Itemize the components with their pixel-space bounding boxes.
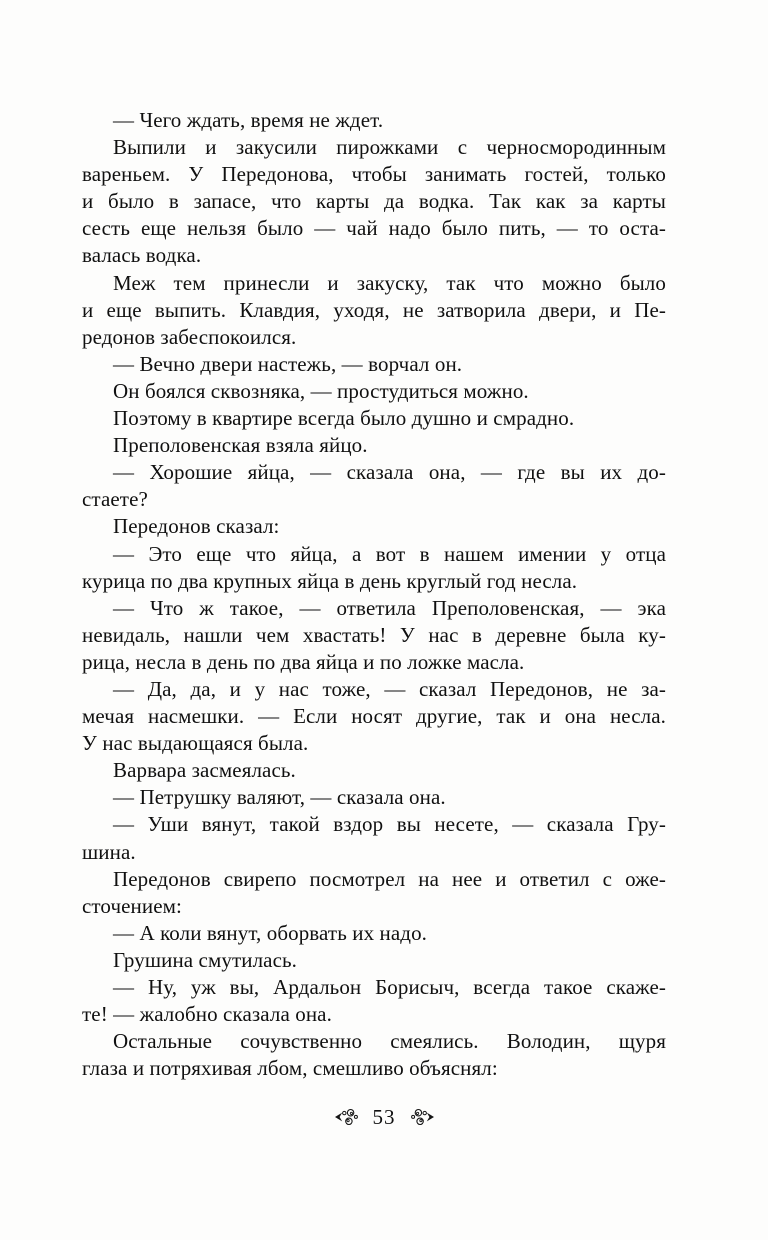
paragraph [82, 459, 666, 513]
fleuron-left-icon [334, 1107, 360, 1127]
paragraph [82, 974, 666, 1028]
text-line: — Петрушку валяют, — сказала она. [113, 785, 446, 810]
text-line: глаза и потряхивая лбом, смешливо объяснял: [82, 1056, 498, 1081]
text-line: и было в запасе, что карты да водка. Так как за карты [82, 189, 666, 214]
text-line: и еще выпить. Клавдия, уходя, не затворила двери, и Пе- [82, 297, 666, 322]
text-line: мечая насмешки. — Если носят другие, так и она несла. [82, 704, 666, 729]
paragraph [82, 947, 666, 974]
text-line: шина. [82, 839, 136, 864]
text-line: Поэтому в квартире всегда было душно и смрадно. [113, 406, 575, 431]
text-line: — Вечно двери настежь, — ворчал он. [113, 351, 463, 376]
page-number: 53 [372, 1105, 396, 1129]
text-line: — Чего ждать, время не ждет. [113, 108, 384, 132]
text-line: — Что ж такое, — ответила Преполовенская, — эка [113, 595, 666, 620]
text-line: Он боялся сквозняка, — простудиться можно. [113, 378, 529, 403]
paragraph [82, 513, 666, 540]
text-line: Меж тем принесли и закуску, так что можно было [113, 270, 666, 295]
text-line: Грушина смутилась. [113, 947, 298, 972]
text-line: сточением: [82, 893, 182, 918]
fleuron-right-icon [409, 1107, 435, 1127]
text-line: Передонов сказал: [113, 514, 280, 539]
paragraph [82, 134, 666, 269]
paragraph [82, 405, 666, 432]
text-line: — А коли вянут, оборвать их надо. [113, 920, 428, 945]
paragraph [82, 866, 666, 920]
paragraph [82, 784, 666, 811]
text-line: — Это еще что яйца, а вот в нашем имении у отца [113, 541, 666, 566]
paragraph [82, 757, 666, 784]
text-line: стаете? [82, 487, 148, 512]
text-line: Передонов свирепо посмотрел на нее и ответил с оже- [113, 866, 666, 891]
text-line: невидаль, нашли чем хвастать! У нас в деревне была ку- [82, 622, 666, 647]
paragraph [82, 676, 666, 757]
paragraph [82, 432, 666, 459]
text-block [82, 107, 666, 1082]
text-line: валась водка. [82, 243, 202, 268]
paragraph [82, 351, 666, 378]
text-line: те! — жалобно сказала она. [82, 1002, 332, 1027]
paragraph [82, 595, 666, 676]
text-line: — Уши вянут, такой вздор вы несете, — сказала Гру- [113, 812, 666, 837]
text-line: сесть еще нельзя было — чай надо было пить, — то оста- [82, 216, 666, 241]
text-line: У нас выдающаяся была. [82, 731, 309, 756]
text-line: — Ну, уж вы, Ардальон Борисыч, всегда такое скаже- [113, 975, 666, 999]
page-footer [0, 1103, 768, 1131]
text-line: Остальные сочувственно смеялись. Володин, щуря [113, 1029, 666, 1054]
text-line: — Да, да, и у нас тоже, — сказал Передонов, не за- [113, 676, 666, 701]
text-line: Преполовенская взяла яйцо. [113, 433, 368, 458]
text-line: рица, несла в день по два яйца и по ложке масла. [82, 649, 525, 674]
paragraph [82, 541, 666, 595]
text-line: редонов забеспокоился. [82, 324, 297, 349]
text-line: курица по два крупных яйца в день круглый год несла. [82, 568, 578, 593]
paragraph [82, 811, 666, 865]
text-line: вареньем. У Передонова, чтобы занимать гостей, только [82, 162, 666, 187]
paragraph [82, 1028, 666, 1082]
paragraph [82, 378, 666, 405]
paragraph [82, 270, 666, 351]
paragraph [82, 107, 666, 134]
paragraph [82, 920, 666, 947]
text-line: Выпили и закусили пирожками с черносмородинным [113, 135, 666, 160]
text-line: Варвара засмеялась. [113, 758, 296, 783]
text-line: — Хорошие яйца, — сказала она, — где вы их до- [113, 460, 666, 485]
